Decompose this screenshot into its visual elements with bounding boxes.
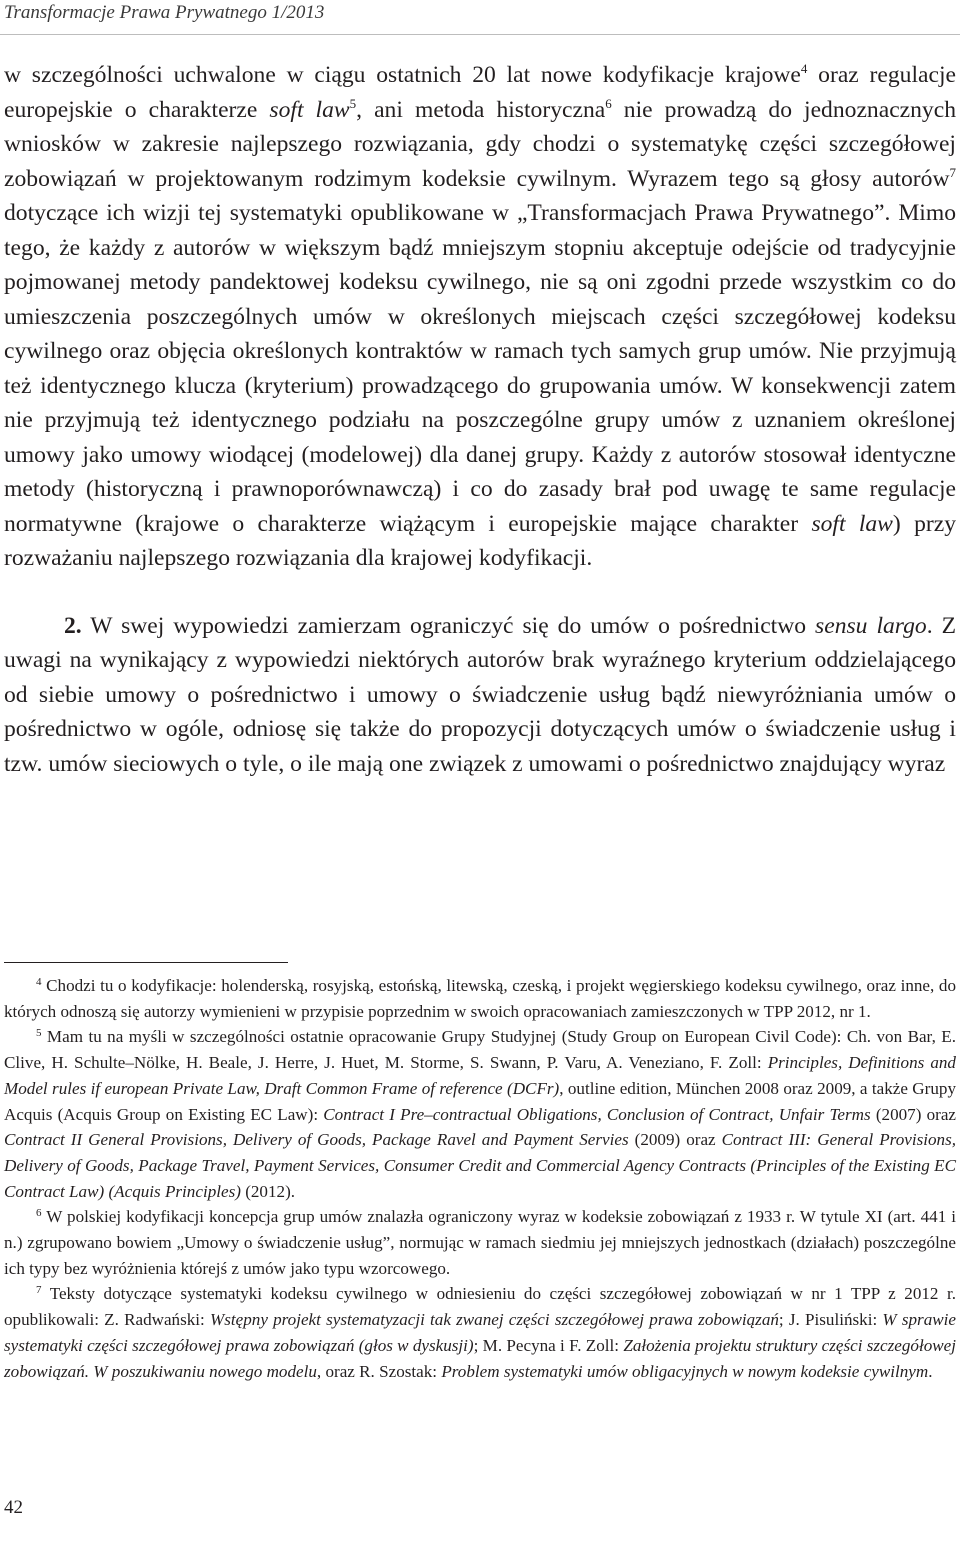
footnote-5: $^5$ Mam tu na myśli w szczególności ostatnie opracowanie Grupy Studyjnej (Study Group on European Civil Code): Ch. von Bar, E. Clive, H. Schulte–Nölke, H. Beale, J. Herre, J. Huet, M. Storme, S. Swann, P. Varu, A. Veneziano, F. Zoll: Principles, Definitions and Model rules if european Private Law, Draft Common Frame of reference (DCFr), outline edition, München 2008 oraz 2009, a także Grupy Acquis (Acquis Group on Existing EC Law): Contract I Pre–contractual Obligations, Conclusion of Contract, Unfair Terms (2007) oraz Contract II General Provisions, Delivery of Goods, Package Ravel and Payment Servies (2009) oraz Contract III: General Provisions, Delivery of Goods, Package Travel, Payment Services, Consumer Credit and Commercial Agency Contracts (Principles of the Existing EC Contract Law) (Acquis Principles) (2012). xyxy=(4,1027,957,1201)
paragraph-1: w szczególności uchwalone w ciągu ostatnich 20 lat nowe kodyfikacje krajowe$^4$ oraz regulacje europejskie o charakterze soft law$^5$, ani metoda historyczna$^6$ nie prowadzą do jednoznacznych wniosków w zakresie najlepszego rozwiązania, gdy chodzi o systematykę części szczegółowej zobowiązań w projektowanym rodzimym kodeksie cywilnym. Wyrazem tego są głosy autorów$^7$ dotyczące ich wizji tej systematyki opublikowane w „Transformacjach Prawa Prywatnego”. Mimo tego, że każdy z autorów w większym bądź mniejszym stopniu akceptuje odejście od tradycyjnie pojmowanej metody pandektowej kodeksu cywilnego, nie są oni zgodni przede wszystkim co do umieszczenia poszczególnych umów w określonych miejscach części szczegółowej kodeksu cywilnego oraz objęcia określonych kontraktów w ramach tych samych grup umów. Nie przyjmują też identycznego klucza (kryterium) prowadzącego do grupowania umów. W konsekwencji zatem nie przyjmują też identycznego podziału na poszczególne grupy umów z uznaniem określonej umowy jako umowy wiodącej (modelowej) dla danej grupy. Każdy z autorów stosował identyczne metody (historyczną i prawnoporównawczą) i co do zasady brał pod uwagę te same regulacje normatywne (krajowe o charakterze wiążącym i europejskie mające charakter soft law) przy rozważaniu najlepszego rozwiązania dla krajowej kodyfikacji. xyxy=(4,61,957,571)
footnote-ref-5[interactable]: 5 xyxy=(349,95,357,111)
running-header: Transformacje Prawa Prywatnego 1/2013 xyxy=(4,2,325,23)
footnote-ref-6[interactable]: 6 xyxy=(605,95,612,111)
footnote-7: $^7$ Teksty dotyczące systematyki kodeksu cywilnego w odniesieniu do części szczegółowej zobowiązań w nr 1 TPP z 2012 r. opublikowali: Z. Radwański: Wstępny projekt systematyzacji tak zwanej części szczegółowej prawa zobowiązań; J. Pisuliński: W sprawie systematyki części szczegółowej prawa zobowiązań (głos w dyskusji); M. Pecyna i F. Zoll: Założenia projektu struktury części szczegółowej zobowiązań. W poszukiwaniu nowego modelu, oraz R. Szostak: Problem systematyki umów obligacyjnych w nowym kodeksie cywilnym. xyxy=(4,1284,957,1381)
footnote-4: $^4$ Chodzi tu o kodyfikacje: holenderską, rosyjską, estońską, litewską, czeską, i projekt węgierskiego kodeksu cywilnego, oraz inne, do których odnoszą się autorzy wymienieni w przypisie poprzednim w swoich opracowaniach zamieszczonych w TPP 2012, nr 1. xyxy=(4,976,956,1021)
footnotes xyxy=(4,973,956,1384)
footnote-separator xyxy=(4,962,288,963)
footnote-ref-4[interactable]: 4 xyxy=(800,61,808,76)
main-text xyxy=(4,58,956,781)
paragraph-2: 2. W swej wypowiedzi zamierzam ograniczyć się do umów o pośrednictwo sensu largo. Z uwagi na wynikający z wypowiedzi niektórych autorów brak wyraźnego kryterium oddzielającego od siebie umowy o pośrednictwo i umowy o świadczenie usług bądź niewyróżniania umów o pośrednictwo w ogóle, odniosę się także do propozycji dotyczących umów o świadczenie usług i tzw. umów sieciowych o tyle, o ile mają one związek z umowami o pośrednictwo znajdujący wyraz xyxy=(4,612,956,777)
section-number: 2. xyxy=(64,612,82,639)
footnote-ref-7[interactable]: 7 xyxy=(949,164,956,180)
footnote-6: $^6$ W polskiej kodyfikacji koncepcja grup umów znalazła ograniczony wyraz w kodeksie zobowiązań z 1933 r. W tytule XI (art. 441 i n.) zgrupowano bowiem „Umowy o świadczenie usług”, normując w ramach siedmiu jej mniejszych jednostkach (działach) poszczególne ich typy bez wyróżnienia którejś z umów jako typu wzorcowego. xyxy=(4,1207,956,1278)
page-number: 42 xyxy=(4,1497,23,1518)
header-rule xyxy=(0,34,960,35)
